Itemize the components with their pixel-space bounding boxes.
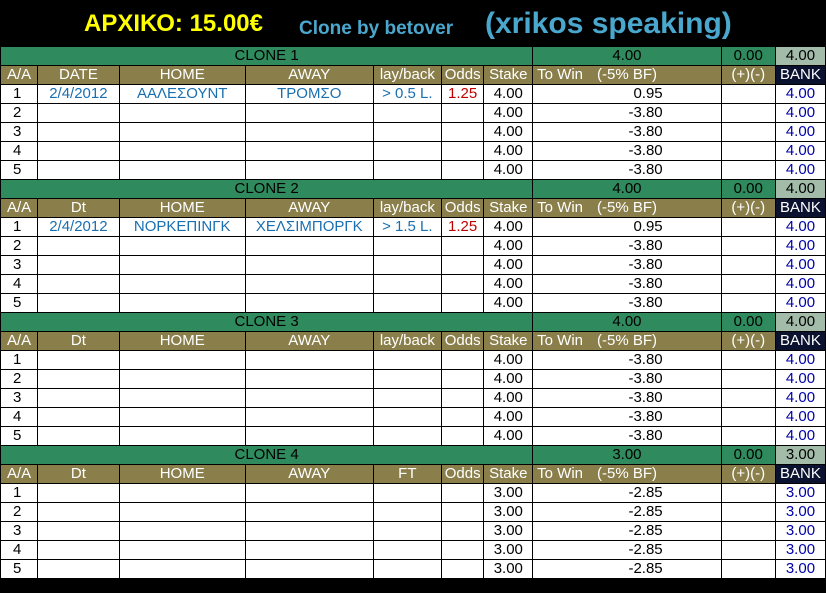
- cell-stake[interactable]: 4.00: [484, 104, 533, 123]
- cell-odds[interactable]: [441, 560, 484, 579]
- cell-date[interactable]: [38, 370, 120, 389]
- cell-towin[interactable]: -3.80: [533, 256, 721, 275]
- cell-away[interactable]: [245, 370, 373, 389]
- column-header[interactable]: Odds: [441, 66, 484, 85]
- table-row: [1, 503, 826, 522]
- cell-home[interactable]: [119, 104, 245, 123]
- column-header-row: [1, 332, 826, 351]
- cell-bank[interactable]: 4.00: [775, 389, 825, 408]
- cell-aa[interactable]: 1: [1, 484, 38, 503]
- cell-bank[interactable]: 4.00: [775, 218, 825, 237]
- cell-home[interactable]: ΑΑΛΕΣΟΥΝΤ: [119, 85, 245, 104]
- cell-lb[interactable]: [373, 294, 441, 313]
- cell-home[interactable]: [119, 560, 245, 579]
- cell-bank[interactable]: 3.00: [775, 522, 825, 541]
- column-header[interactable]: FT: [373, 465, 441, 484]
- cell-odds[interactable]: [441, 294, 484, 313]
- cell-away[interactable]: [245, 294, 373, 313]
- cell-odds[interactable]: [441, 142, 484, 161]
- table-row: [1, 351, 826, 370]
- column-header-label: To Win: [537, 199, 584, 216]
- cell-lb[interactable]: [373, 142, 441, 161]
- cell-towin[interactable]: 0.95: [533, 218, 721, 237]
- column-header-label: (-5% BF): [597, 465, 658, 482]
- cell-towin[interactable]: -3.80: [533, 142, 721, 161]
- column-header-row: [1, 199, 826, 218]
- cell-odds[interactable]: [441, 123, 484, 142]
- cell-towin[interactable]: -3.80: [533, 427, 721, 446]
- cell-lb[interactable]: [373, 522, 441, 541]
- cell-odds[interactable]: [441, 256, 484, 275]
- cell-lb[interactable]: [373, 389, 441, 408]
- cell-stake[interactable]: 4.00: [484, 256, 533, 275]
- cell-odds[interactable]: [441, 427, 484, 446]
- cell-home[interactable]: [119, 427, 245, 446]
- column-header[interactable]: AWAY: [245, 66, 373, 85]
- cell-odds[interactable]: [441, 484, 484, 503]
- table-row: [1, 294, 826, 313]
- cell-date[interactable]: 2/4/2012: [38, 85, 120, 104]
- cell-stake[interactable]: 3.00: [484, 522, 533, 541]
- section-stake-total[interactable]: 4.00: [533, 180, 721, 199]
- column-header[interactable]: AWAY: [245, 332, 373, 351]
- cell-aa[interactable]: 2: [1, 237, 38, 256]
- cell-aa[interactable]: 2: [1, 503, 38, 522]
- cell-away[interactable]: [245, 142, 373, 161]
- section-header-row: [1, 47, 826, 66]
- column-header[interactable]: AWAY: [245, 199, 373, 218]
- cell-lb[interactable]: [373, 541, 441, 560]
- column-header[interactable]: (+)(-): [721, 332, 775, 351]
- cell-lb[interactable]: [373, 560, 441, 579]
- cell-away[interactable]: [245, 541, 373, 560]
- section-bank[interactable]: 4.00: [775, 313, 825, 332]
- section-plus-minus[interactable]: 0.00: [721, 180, 775, 199]
- section-header-row: [1, 313, 826, 332]
- cell-stake[interactable]: 4.00: [484, 85, 533, 104]
- cell-aa[interactable]: 4: [1, 541, 38, 560]
- cell-date[interactable]: [38, 142, 120, 161]
- section-stake-total[interactable]: 3.00: [533, 446, 721, 465]
- cell-aa[interactable]: 3: [1, 522, 38, 541]
- cell-home[interactable]: [119, 237, 245, 256]
- section-header-row: [1, 180, 826, 199]
- column-header-to-win[interactable]: [533, 465, 721, 484]
- cell-stake[interactable]: 4.00: [484, 161, 533, 180]
- column-header[interactable]: DATE: [38, 66, 120, 85]
- column-header-label: (-5% BF): [597, 199, 658, 216]
- cell-odds[interactable]: [441, 522, 484, 541]
- cell-home[interactable]: [119, 161, 245, 180]
- cell-date[interactable]: [38, 560, 120, 579]
- section-bank[interactable]: 4.00: [775, 180, 825, 199]
- table-row: [1, 123, 826, 142]
- cell-date[interactable]: [38, 351, 120, 370]
- cell-pm[interactable]: [721, 85, 775, 104]
- column-header-label: To Win: [537, 332, 584, 349]
- column-header[interactable]: Odds: [441, 199, 484, 218]
- column-header[interactable]: HOME: [119, 66, 245, 85]
- cell-home[interactable]: [119, 370, 245, 389]
- cell-aa[interactable]: 5: [1, 427, 38, 446]
- cell-home[interactable]: [119, 389, 245, 408]
- column-header[interactable]: BANK: [775, 332, 825, 351]
- column-header-label: (-5% BF): [597, 332, 658, 349]
- cell-date[interactable]: [38, 294, 120, 313]
- cell-bank[interactable]: 4.00: [775, 351, 825, 370]
- cell-odds[interactable]: [441, 351, 484, 370]
- cell-home[interactable]: [119, 294, 245, 313]
- cell-towin[interactable]: -2.85: [533, 522, 721, 541]
- cell-pm[interactable]: [721, 275, 775, 294]
- table-row: [1, 522, 826, 541]
- column-header-row: [1, 465, 826, 484]
- cell-towin[interactable]: -3.80: [533, 294, 721, 313]
- cell-towin[interactable]: -3.80: [533, 370, 721, 389]
- cell-stake[interactable]: 3.00: [484, 484, 533, 503]
- cell-stake[interactable]: 3.00: [484, 541, 533, 560]
- cell-date[interactable]: [38, 389, 120, 408]
- column-header-label: To Win: [537, 465, 584, 482]
- cell-towin[interactable]: -3.80: [533, 351, 721, 370]
- column-header[interactable]: A/A: [1, 465, 38, 484]
- cell-stake[interactable]: 4.00: [484, 370, 533, 389]
- table-row: [1, 142, 826, 161]
- column-header[interactable]: A/A: [1, 332, 38, 351]
- cell-pm[interactable]: [721, 560, 775, 579]
- cell-away[interactable]: [245, 560, 373, 579]
- cell-aa[interactable]: 2: [1, 104, 38, 123]
- cell-date[interactable]: [38, 123, 120, 142]
- cell-away[interactable]: [245, 256, 373, 275]
- cell-away[interactable]: [245, 503, 373, 522]
- cell-towin[interactable]: -3.80: [533, 161, 721, 180]
- column-header[interactable]: (+)(-): [721, 465, 775, 484]
- cell-odds[interactable]: 1.25: [441, 85, 484, 104]
- table-row: [1, 408, 826, 427]
- section-title[interactable]: CLONE 1: [1, 47, 533, 66]
- cell-date[interactable]: [38, 104, 120, 123]
- section-plus-minus[interactable]: 0.00: [721, 47, 775, 66]
- cell-aa[interactable]: 2: [1, 370, 38, 389]
- cell-bank[interactable]: 4.00: [775, 294, 825, 313]
- cell-home[interactable]: ΝΟΡΚΕΠΙΝΓΚ: [119, 218, 245, 237]
- cell-towin[interactable]: 0.95: [533, 85, 721, 104]
- cell-aa[interactable]: 3: [1, 256, 38, 275]
- column-header[interactable]: (+)(-): [721, 66, 775, 85]
- cell-towin[interactable]: -3.80: [533, 389, 721, 408]
- cell-pm[interactable]: [721, 351, 775, 370]
- cell-away[interactable]: [245, 123, 373, 142]
- column-header[interactable]: HOME: [119, 199, 245, 218]
- cell-aa[interactable]: 1: [1, 218, 38, 237]
- cell-pm[interactable]: [721, 370, 775, 389]
- cell-towin[interactable]: -3.80: [533, 104, 721, 123]
- cell-bank[interactable]: 4.00: [775, 237, 825, 256]
- cell-pm[interactable]: [721, 104, 775, 123]
- column-header[interactable]: A/A: [1, 66, 38, 85]
- initial-bank-title: ΑΡΧΙΚΟ: 15.00€: [84, 10, 263, 37]
- cell-towin[interactable]: -3.80: [533, 123, 721, 142]
- cell-odds[interactable]: 1.25: [441, 218, 484, 237]
- cell-lb[interactable]: [373, 256, 441, 275]
- column-header[interactable]: HOME: [119, 465, 245, 484]
- cell-home[interactable]: [119, 275, 245, 294]
- cell-bank[interactable]: 4.00: [775, 104, 825, 123]
- cell-away[interactable]: [245, 522, 373, 541]
- column-header-row: [1, 66, 826, 85]
- cell-pm[interactable]: [721, 294, 775, 313]
- table-row: [1, 370, 826, 389]
- cell-bank[interactable]: 3.00: [775, 560, 825, 579]
- column-header[interactable]: Stake: [484, 199, 533, 218]
- cell-aa[interactable]: 4: [1, 408, 38, 427]
- cell-pm[interactable]: [721, 123, 775, 142]
- cell-lb[interactable]: [373, 427, 441, 446]
- cell-aa[interactable]: 3: [1, 123, 38, 142]
- table-row: [1, 560, 826, 579]
- section-bank[interactable]: 3.00: [775, 446, 825, 465]
- cell-lb[interactable]: [373, 408, 441, 427]
- section-title[interactable]: CLONE 4: [1, 446, 533, 465]
- column-header[interactable]: BANK: [775, 465, 825, 484]
- cell-bank[interactable]: 4.00: [775, 427, 825, 446]
- cell-lb[interactable]: [373, 503, 441, 522]
- cell-away[interactable]: [245, 275, 373, 294]
- cell-away[interactable]: ΧΕΛΣΙΜΠΟΡΓΚ: [245, 218, 373, 237]
- cell-pm[interactable]: [721, 484, 775, 503]
- column-header[interactable]: BANK: [775, 199, 825, 218]
- cell-bank[interactable]: 4.00: [775, 123, 825, 142]
- table-row: [1, 104, 826, 123]
- cell-stake[interactable]: 4.00: [484, 408, 533, 427]
- cell-away[interactable]: [245, 351, 373, 370]
- cell-stake[interactable]: 4.00: [484, 275, 533, 294]
- cell-pm[interactable]: [721, 541, 775, 560]
- table-row: [1, 237, 826, 256]
- cell-home[interactable]: [119, 142, 245, 161]
- cell-away[interactable]: [245, 104, 373, 123]
- cell-odds[interactable]: [441, 161, 484, 180]
- cell-bank[interactable]: 3.00: [775, 503, 825, 522]
- cell-home[interactable]: [119, 503, 245, 522]
- cell-stake[interactable]: 4.00: [484, 294, 533, 313]
- cell-date[interactable]: [38, 503, 120, 522]
- cell-away[interactable]: [245, 484, 373, 503]
- cell-pm[interactable]: [721, 389, 775, 408]
- table-row: [1, 389, 826, 408]
- column-header[interactable]: AWAY: [245, 465, 373, 484]
- cell-pm[interactable]: [721, 427, 775, 446]
- column-header[interactable]: Dt: [38, 465, 120, 484]
- column-header[interactable]: Odds: [441, 465, 484, 484]
- cell-pm[interactable]: [721, 218, 775, 237]
- cell-home[interactable]: [119, 256, 245, 275]
- cell-date[interactable]: 2/4/2012: [38, 218, 120, 237]
- cell-stake[interactable]: 3.00: [484, 560, 533, 579]
- cell-bank[interactable]: 4.00: [775, 408, 825, 427]
- cell-home[interactable]: [119, 541, 245, 560]
- section-plus-minus[interactable]: 0.00: [721, 446, 775, 465]
- table-row: [1, 541, 826, 560]
- cell-home[interactable]: [119, 484, 245, 503]
- cell-lb[interactable]: [373, 370, 441, 389]
- cell-bank[interactable]: 4.00: [775, 85, 825, 104]
- cell-stake[interactable]: 4.00: [484, 142, 533, 161]
- column-header[interactable]: lay/back: [373, 332, 441, 351]
- cell-bank[interactable]: 3.00: [775, 541, 825, 560]
- column-header-to-win[interactable]: [533, 199, 721, 218]
- table-row: [1, 218, 826, 237]
- cell-odds[interactable]: [441, 104, 484, 123]
- column-header[interactable]: Odds: [441, 332, 484, 351]
- cell-pm[interactable]: [721, 522, 775, 541]
- cell-lb[interactable]: > 0.5 L.: [373, 85, 441, 104]
- section-bank[interactable]: 4.00: [775, 47, 825, 66]
- cell-odds[interactable]: [441, 503, 484, 522]
- table-row: [1, 275, 826, 294]
- cell-bank[interactable]: 4.00: [775, 370, 825, 389]
- column-header-to-win[interactable]: [533, 66, 721, 85]
- cell-odds[interactable]: [441, 237, 484, 256]
- cell-towin[interactable]: -2.85: [533, 541, 721, 560]
- column-header-label: To Win: [537, 66, 584, 83]
- cell-away[interactable]: [245, 161, 373, 180]
- cell-lb[interactable]: [373, 275, 441, 294]
- cell-date[interactable]: [38, 237, 120, 256]
- clone-by-label: Clone by betover: [299, 18, 454, 39]
- cell-date[interactable]: [38, 275, 120, 294]
- cell-lb[interactable]: [373, 351, 441, 370]
- cell-bank[interactable]: 4.00: [775, 275, 825, 294]
- column-header[interactable]: BANK: [775, 66, 825, 85]
- cell-away[interactable]: [245, 427, 373, 446]
- column-header[interactable]: Stake: [484, 332, 533, 351]
- column-header-label: (-5% BF): [597, 66, 658, 83]
- cell-towin[interactable]: -2.85: [533, 484, 721, 503]
- column-header[interactable]: lay/back: [373, 199, 441, 218]
- cell-date[interactable]: [38, 408, 120, 427]
- column-header[interactable]: A/A: [1, 199, 38, 218]
- cell-pm[interactable]: [721, 142, 775, 161]
- cell-home[interactable]: [119, 123, 245, 142]
- column-header[interactable]: HOME: [119, 332, 245, 351]
- cell-odds[interactable]: [441, 389, 484, 408]
- cell-date[interactable]: [38, 161, 120, 180]
- cell-aa[interactable]: 3: [1, 389, 38, 408]
- cell-home[interactable]: [119, 408, 245, 427]
- cell-lb[interactable]: [373, 237, 441, 256]
- cell-aa[interactable]: 1: [1, 85, 38, 104]
- cell-away[interactable]: [245, 237, 373, 256]
- cell-towin[interactable]: -3.80: [533, 408, 721, 427]
- cell-towin[interactable]: -2.85: [533, 560, 721, 579]
- cell-pm[interactable]: [721, 503, 775, 522]
- table-row: [1, 161, 826, 180]
- cell-stake[interactable]: 4.00: [484, 389, 533, 408]
- cell-aa[interactable]: 1: [1, 351, 38, 370]
- cell-stake[interactable]: 4.00: [484, 123, 533, 142]
- column-header[interactable]: (+)(-): [721, 199, 775, 218]
- column-header[interactable]: Dt: [38, 332, 120, 351]
- cell-bank[interactable]: 3.00: [775, 484, 825, 503]
- cell-towin[interactable]: -3.80: [533, 275, 721, 294]
- cell-towin[interactable]: -3.80: [533, 237, 721, 256]
- column-header-to-win[interactable]: [533, 332, 721, 351]
- cell-bank[interactable]: 4.00: [775, 256, 825, 275]
- cell-date[interactable]: [38, 541, 120, 560]
- cell-pm[interactable]: [721, 237, 775, 256]
- cell-date[interactable]: [38, 427, 120, 446]
- cell-odds[interactable]: [441, 370, 484, 389]
- cell-bank[interactable]: 4.00: [775, 142, 825, 161]
- column-header[interactable]: Dt: [38, 199, 120, 218]
- cell-odds[interactable]: [441, 275, 484, 294]
- section-title[interactable]: CLONE 3: [1, 313, 533, 332]
- cell-aa[interactable]: 4: [1, 275, 38, 294]
- section-header-row: [1, 446, 826, 465]
- cell-lb[interactable]: [373, 123, 441, 142]
- table-row: [1, 85, 826, 104]
- cell-away[interactable]: ΤΡΟΜΣΟ: [245, 85, 373, 104]
- cell-date[interactable]: [38, 484, 120, 503]
- cell-stake[interactable]: 3.00: [484, 503, 533, 522]
- column-header[interactable]: Stake: [484, 465, 533, 484]
- cell-home[interactable]: [119, 351, 245, 370]
- cell-stake[interactable]: 4.00: [484, 237, 533, 256]
- column-header[interactable]: lay/back: [373, 66, 441, 85]
- cell-date[interactable]: [38, 256, 120, 275]
- section-stake-total[interactable]: 4.00: [533, 313, 721, 332]
- cell-bank[interactable]: 4.00: [775, 161, 825, 180]
- cell-pm[interactable]: [721, 256, 775, 275]
- cell-lb[interactable]: [373, 484, 441, 503]
- cell-away[interactable]: [245, 408, 373, 427]
- section-title[interactable]: CLONE 2: [1, 180, 533, 199]
- cell-away[interactable]: [245, 389, 373, 408]
- cell-lb[interactable]: [373, 104, 441, 123]
- cell-date[interactable]: [38, 522, 120, 541]
- cell-lb[interactable]: [373, 161, 441, 180]
- table-row: [1, 256, 826, 275]
- cell-aa[interactable]: 5: [1, 560, 38, 579]
- cell-aa[interactable]: 5: [1, 294, 38, 313]
- cell-towin[interactable]: -2.85: [533, 503, 721, 522]
- cell-stake[interactable]: 4.00: [484, 427, 533, 446]
- sheet-title: [0, 0, 826, 46]
- section-stake-total[interactable]: 4.00: [533, 47, 721, 66]
- cell-pm[interactable]: [721, 408, 775, 427]
- table-row: [1, 484, 826, 503]
- cell-aa[interactable]: 4: [1, 142, 38, 161]
- table-row: [1, 427, 826, 446]
- cell-lb[interactable]: > 1.5 L.: [373, 218, 441, 237]
- column-header[interactable]: Stake: [484, 66, 533, 85]
- cell-stake[interactable]: 4.00: [484, 218, 533, 237]
- cell-aa[interactable]: 5: [1, 161, 38, 180]
- section-plus-minus[interactable]: 0.00: [721, 313, 775, 332]
- cell-pm[interactable]: [721, 161, 775, 180]
- cell-stake[interactable]: 4.00: [484, 351, 533, 370]
- cell-odds[interactable]: [441, 541, 484, 560]
- cell-odds[interactable]: [441, 408, 484, 427]
- cell-home[interactable]: [119, 522, 245, 541]
- speaker-label: (xrikos speaking): [485, 7, 732, 40]
- clone-spreadsheet: [0, 46, 826, 579]
